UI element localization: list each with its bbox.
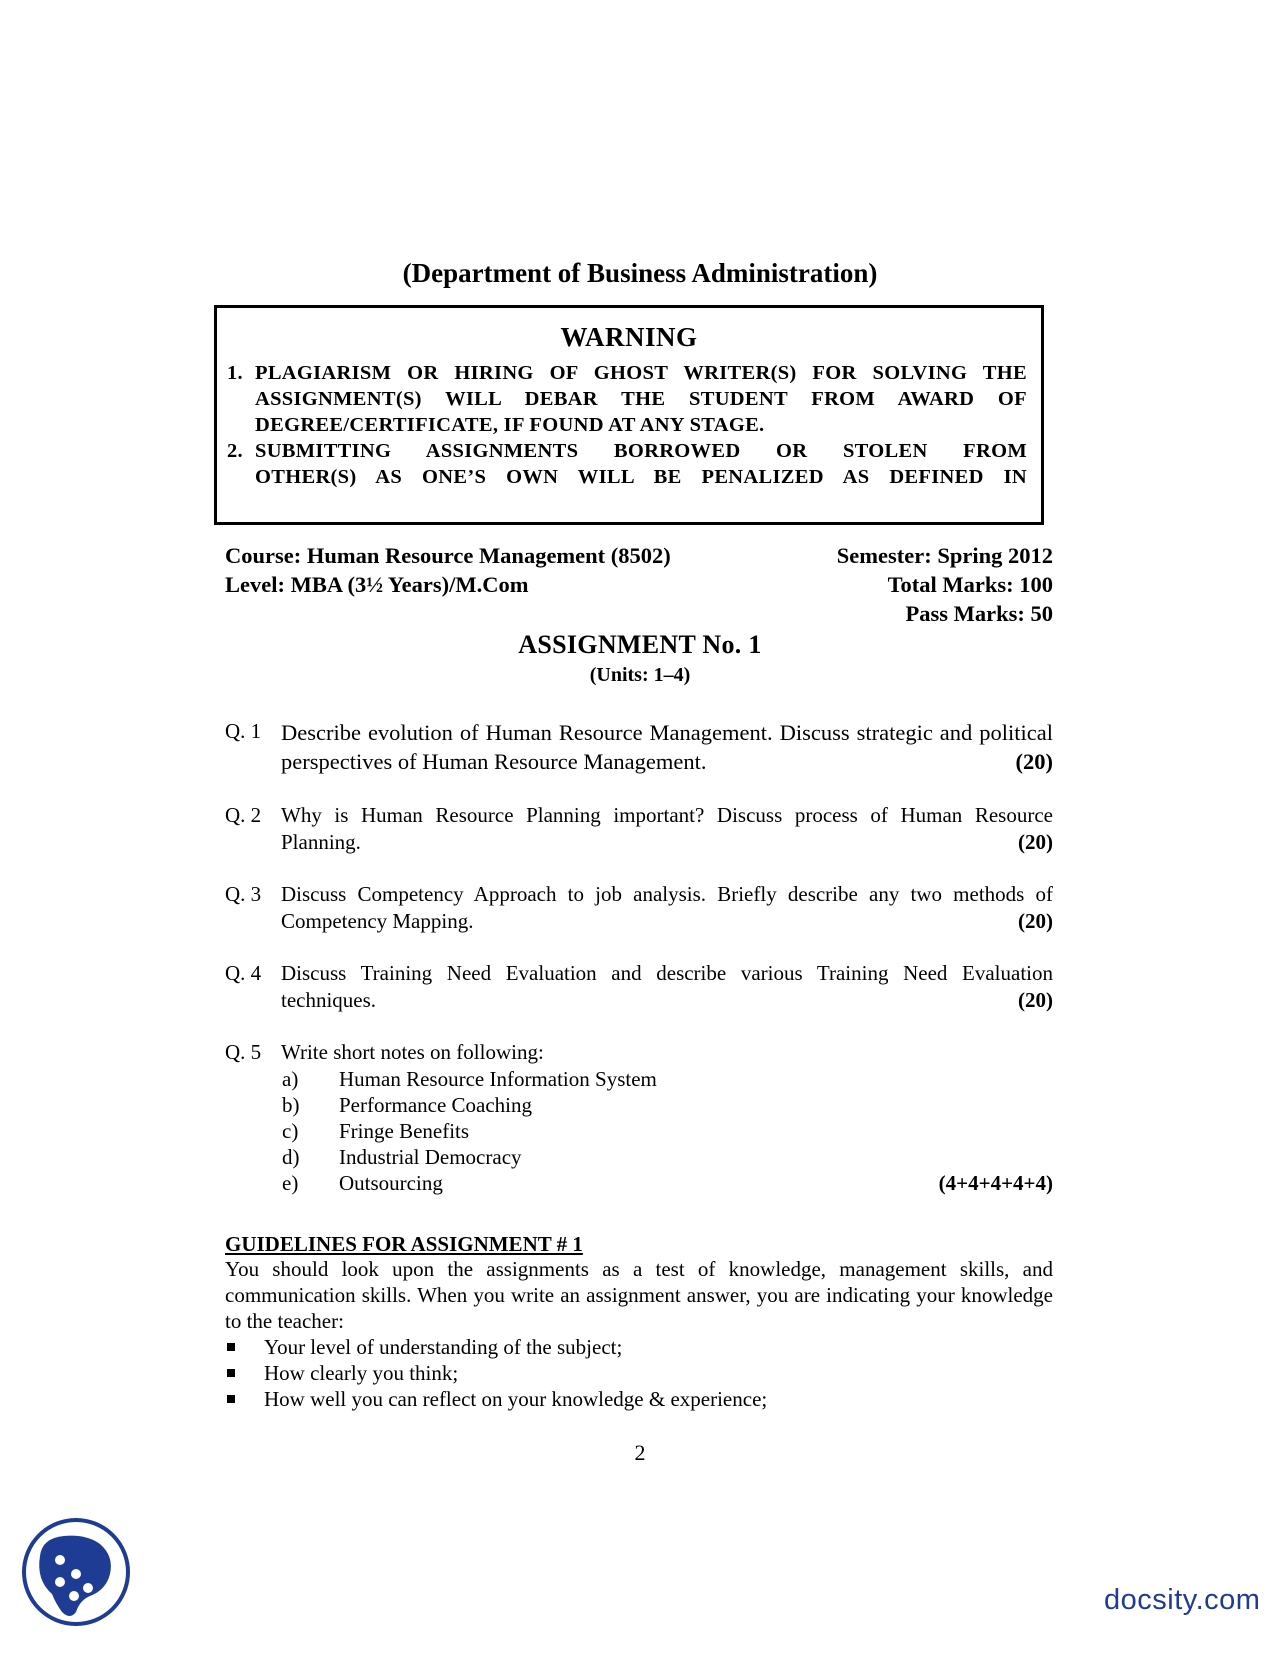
question-text: Write short notes on following: <box>281 1040 544 1064</box>
warning-item-1 <box>227 360 1027 438</box>
warning-line: DEGREE/CERTIFICATE, IF FOUND AT ANY STAGE. <box>255 414 765 436</box>
semester-label: Semester: Spring 2012 <box>836 543 1053 568</box>
sub-item-text: Fringe Benefits <box>339 1119 470 1143</box>
question-number: Q. 4 <box>225 961 262 985</box>
sub-item-text: Performance Coaching <box>339 1093 533 1117</box>
sub-item-label: a) <box>282 1067 299 1091</box>
question-number: Q. 5 <box>225 1040 262 1064</box>
assignment-units: (Units: 1–4) <box>589 664 691 686</box>
question-marks: (20) <box>1018 830 1053 854</box>
question-number: Q. 3 <box>225 882 262 906</box>
department-heading: (Department of Business Administration) <box>402 258 878 288</box>
question-marks: (20) <box>1018 988 1053 1012</box>
guidelines-paragraph: You should look upon the assignments as a test of knowledge, management skills, and communication skills. When you write an assignment answer, you are indicating your knowledge to the teacher: <box>225 1257 1053 1333</box>
question-5 <box>225 1039 1053 1066</box>
question-5-marks: (4+4+4+4+4) <box>938 1171 1053 1195</box>
sub-item-text: Industrial Democracy <box>339 1145 522 1169</box>
docsity-logo-icon <box>20 1516 132 1628</box>
sub-item-text: Outsourcing <box>339 1171 443 1195</box>
question-number: Q. 1 <box>225 719 262 743</box>
bullet-text: Your level of understanding of the subject; <box>264 1335 623 1359</box>
warning-box <box>214 305 1044 525</box>
question-1 <box>225 718 1053 776</box>
bullet-text: How clearly you think; <box>264 1361 459 1385</box>
course-label: Course: Human Resource Management (8502) <box>225 543 671 568</box>
question-text: Why is Human Resource Planning important? Discuss process of Human Resource Planning. <box>281 803 1053 854</box>
warning-item-2 <box>227 438 1027 490</box>
question-3 <box>225 881 1053 935</box>
pass-marks-label: Pass Marks: 50 <box>905 601 1053 626</box>
bullet-square-icon <box>227 1395 235 1403</box>
warning-line: ASSIGNMENT(S) WILL DEBAR THE STUDENT FROM AWARD OF <box>255 388 1027 410</box>
warning-line: SUBMITTING ASSIGNMENTS BORROWED OR STOLEN FROM <box>255 440 1027 462</box>
guidelines-heading: GUIDELINES FOR ASSIGNMENT # 1 <box>225 1232 583 1256</box>
warning-line: OTHER(S) AS ONE’S OWN WILL BE PENALIZED AS DEFINED IN <box>255 466 1027 488</box>
level-label: Level: MBA (3½ Years)/M.Com <box>225 572 529 597</box>
question-text: Discuss Training Need Evaluation and describe various Training Need Evaluation techniques. <box>281 961 1053 1012</box>
sub-item-label: d) <box>282 1145 300 1169</box>
sub-item-label: b) <box>282 1093 300 1117</box>
warning-title: WARNING <box>560 322 698 352</box>
warning-item-number: 2. <box>227 440 243 462</box>
docsity-brand[interactable]: docsity.com <box>1104 1584 1261 1616</box>
page-number: 2 <box>634 1440 646 1465</box>
bullet-text: How well you can reflect on your knowledge & experience; <box>264 1387 768 1411</box>
question-marks: (20) <box>1018 909 1053 933</box>
assignment-title: ASSIGNMENT No. 1 <box>518 630 762 659</box>
question-4 <box>225 960 1053 1014</box>
warning-line: PLAGIARISM OR HIRING OF GHOST WRITER(S) FOR SOLVING THE <box>255 362 1027 384</box>
sub-item-label: c) <box>282 1119 299 1143</box>
question-text: Discuss Competency Approach to job analysis. Briefly describe any two methods of Competency Mapping. <box>281 882 1053 933</box>
total-marks-label: Total Marks: 100 <box>887 572 1053 597</box>
question-marks: (20) <box>1015 749 1053 774</box>
question-number: Q. 2 <box>225 803 262 827</box>
bullet-square-icon <box>227 1343 235 1351</box>
question-text: Describe evolution of Human Resource Management. Discuss strategic and political perspectives of Human Resource Management. <box>281 720 1053 774</box>
warning-item-number: 1. <box>227 362 243 384</box>
question-2 <box>225 802 1053 856</box>
bullet-square-icon <box>227 1369 235 1377</box>
sub-item-text: Human Resource Information System <box>339 1067 657 1091</box>
sub-item-label: e) <box>282 1171 299 1195</box>
